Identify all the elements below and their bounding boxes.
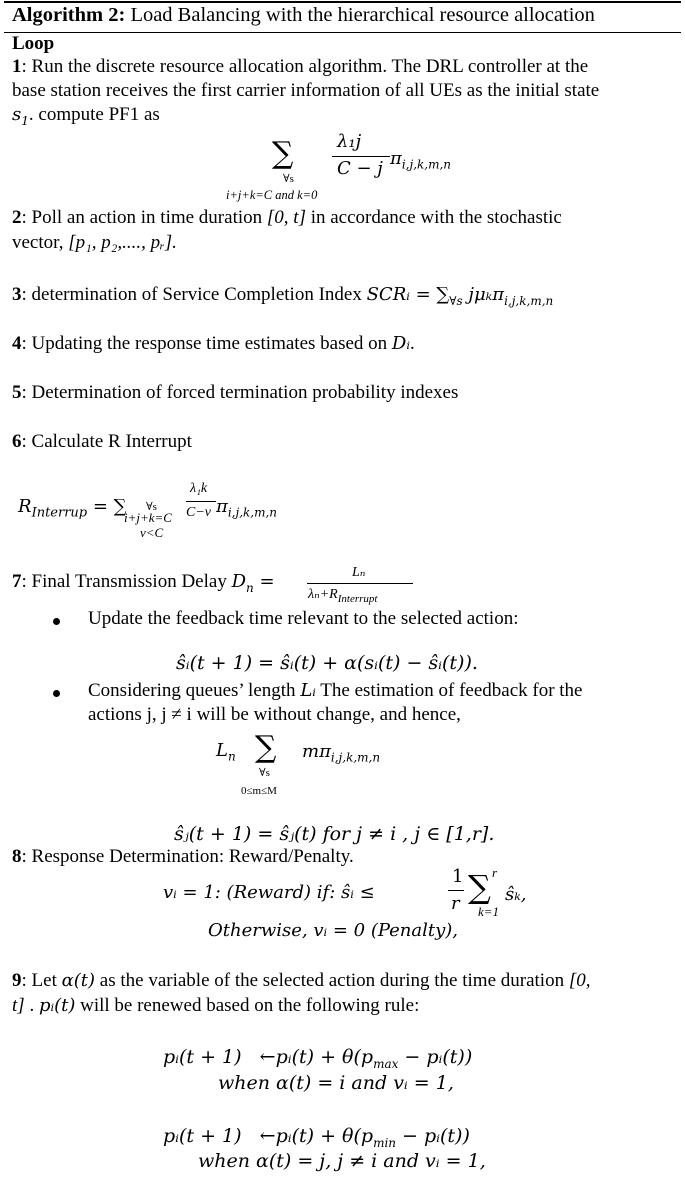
step9-text1a: : Let bbox=[21, 970, 62, 991]
bullet1-formula: ŝᵢ(t + 1) = ŝᵢ(t) + α(sᵢ(t) − ŝᵢ(t)). bbox=[176, 652, 478, 674]
pf1-under-sigma: ∀s bbox=[283, 173, 294, 185]
step7-frac-line bbox=[307, 583, 413, 584]
step3-formula-rest-sub: i,j,k,m,n bbox=[504, 293, 554, 308]
pf1-frac-line bbox=[332, 156, 390, 157]
step8-frac-line bbox=[448, 890, 464, 891]
step1-text3: . compute PF1 as bbox=[28, 104, 160, 125]
header-rule bbox=[4, 32, 681, 33]
step2-number: 2 bbox=[12, 207, 22, 228]
algorithm-label: Algorithm 2: bbox=[12, 4, 126, 26]
step8-sum-term: ŝₖ, bbox=[505, 884, 527, 905]
step6-text: : Calculate R Interrupt bbox=[21, 431, 192, 452]
step7-frac-den-text: λₙ+R bbox=[308, 587, 338, 602]
step9-line2 bbox=[12, 995, 419, 1017]
step7-line bbox=[12, 571, 275, 595]
step1-line3 bbox=[12, 104, 160, 128]
step2-line1 bbox=[12, 207, 562, 229]
pf1-under-sum: i+j+k=C and k=0 bbox=[226, 188, 318, 202]
s1-var: s bbox=[12, 104, 22, 125]
step9-text1b: as the variable of the selected action during the time duration bbox=[95, 970, 569, 991]
bullet2-line1 bbox=[88, 680, 583, 702]
step7-var: D bbox=[231, 571, 247, 592]
pf1-frac-den: C − j bbox=[337, 158, 383, 179]
step2-text1-rest: in accordance with the stochastic bbox=[305, 207, 562, 228]
step9-interval-open: [0, bbox=[568, 970, 591, 991]
bullet-dot-1 bbox=[53, 618, 60, 625]
rint-lhs-sub: Interrup bbox=[31, 505, 88, 521]
rule2-cond: when α(t) = j, j ≠ i and vᵢ = 1, bbox=[198, 1150, 486, 1172]
bullet2-text1b: The estimation of feedback for the bbox=[315, 680, 583, 701]
rint-pi: π bbox=[216, 496, 228, 517]
rint-sum-top: ∀s bbox=[146, 501, 157, 513]
step1-line1 bbox=[12, 56, 588, 78]
rule1-cond: when α(t) = i and vᵢ = 1, bbox=[218, 1072, 454, 1094]
step9-number: 9 bbox=[12, 970, 22, 991]
step2-text2: vector, bbox=[12, 232, 69, 253]
pf1-term bbox=[390, 148, 451, 172]
step8-sigma-top: r bbox=[492, 865, 498, 880]
step9-interval-close: t] bbox=[12, 995, 25, 1016]
step9-text2c: will be renewed based on the following rule: bbox=[75, 995, 420, 1016]
step8-line1: vᵢ = 1: (Reward) if: ŝᵢ ≤ bbox=[163, 882, 375, 903]
ln-sigma: ∑ bbox=[255, 730, 277, 765]
step9-line1 bbox=[12, 970, 590, 992]
rint-r: R bbox=[18, 496, 32, 517]
step7-eq: = bbox=[253, 571, 275, 592]
ln-lhs bbox=[216, 740, 236, 764]
rule2-rhs-sub: min bbox=[373, 1135, 397, 1150]
step9-text2b: . bbox=[24, 995, 39, 1016]
rule1-line1 bbox=[163, 1046, 472, 1071]
rule1-rhs: pᵢ(t) + θ(p bbox=[275, 1046, 374, 1068]
rint-eq: = ∑ bbox=[87, 496, 127, 517]
rule1-rhs-end: − pᵢ(t)) bbox=[398, 1046, 473, 1068]
rint-sum-bot: v<C bbox=[140, 525, 164, 540]
step7-var-sub: n bbox=[246, 580, 254, 595]
rule1-arrow: ← bbox=[259, 1046, 276, 1068]
rule2-rhs: pᵢ(t) + θ(p bbox=[275, 1125, 374, 1147]
step8-sigma-bot: k=1 bbox=[478, 904, 500, 919]
step4-number: 4 bbox=[12, 333, 22, 354]
step4-end: . bbox=[409, 333, 415, 354]
bullet1-text: Update the feedback time relevant to the selected action: bbox=[88, 608, 519, 629]
bullet-dot-2 bbox=[53, 690, 60, 697]
step7-frac-den-sub: Interrupt bbox=[337, 592, 378, 605]
ln-m-pi: mπ bbox=[302, 741, 331, 762]
sj-formula: ŝⱼ(t + 1) = ŝⱼ(t) for j ≠ i , j ∈ [1,r]. bbox=[174, 823, 495, 845]
step5-line bbox=[12, 382, 458, 404]
rule1-rhs-sub: max bbox=[373, 1056, 399, 1071]
step7-frac-num: Lₙ bbox=[352, 565, 366, 580]
step7-number: 7 bbox=[12, 571, 22, 592]
step2-text1: : Poll an action in time duration bbox=[21, 207, 267, 228]
rint-term bbox=[216, 496, 277, 520]
step6-line bbox=[12, 431, 192, 453]
step3-formula-rest: jμₖπ bbox=[462, 284, 505, 305]
step8-number: 8 bbox=[12, 846, 22, 867]
top-rule bbox=[4, 1, 681, 3]
bullet2-line2: actions j, j ≠ i will be without change, and hence, bbox=[88, 704, 461, 725]
step1-line2: base station receives the first carrier information of all UEs as the initial state bbox=[12, 80, 600, 101]
rint-frac-den: C−v bbox=[186, 505, 211, 520]
step7-text: : Final Transmission Delay bbox=[21, 571, 232, 592]
pf1-sigma: ∑ bbox=[272, 136, 294, 171]
step8-frac-den: r bbox=[451, 893, 460, 914]
step1-number: 1 bbox=[12, 56, 22, 77]
rule1-lhs: pᵢ(t + 1) bbox=[163, 1046, 242, 1068]
rint-term-sub: i,j,k,m,n bbox=[227, 505, 278, 520]
ln-under-sigma: ∀s bbox=[259, 767, 270, 779]
ln-term bbox=[302, 741, 380, 765]
algorithm-title bbox=[12, 4, 595, 27]
step8-line bbox=[12, 846, 354, 868]
step9-pi-t: pᵢ(t) bbox=[38, 995, 76, 1016]
rule2-line1 bbox=[163, 1125, 470, 1150]
step5-text: : Determination of forced termination probability indexes bbox=[21, 382, 459, 403]
step7-frac-den bbox=[308, 586, 377, 605]
step1-text1: : Run the discrete resource allocation algorithm. The DRL controller at the bbox=[21, 56, 589, 77]
step3-line bbox=[12, 284, 553, 308]
ln-under-sum: 0≤m≤M bbox=[241, 785, 277, 797]
step5-number: 5 bbox=[12, 382, 22, 403]
step2-interval: [0, t] bbox=[266, 207, 306, 228]
pf1-term-sub: i,j,k,m,n bbox=[401, 157, 452, 172]
step3-formula: SCRᵢ = ∑ bbox=[366, 284, 450, 305]
rint-lhs bbox=[18, 496, 127, 521]
rint-sum-mid: i+j+k=C bbox=[124, 510, 172, 525]
step4-text: : Updating the response time estimates based on bbox=[21, 333, 392, 354]
ln-l: L bbox=[216, 740, 228, 761]
rule2-lhs: pᵢ(t + 1) bbox=[163, 1125, 242, 1147]
step3-formula-sub: ∀s bbox=[449, 293, 463, 308]
bullet2-text1: Considering queues’ length bbox=[88, 680, 301, 701]
step3-text: : determination of Service Completion Index bbox=[21, 284, 367, 305]
algorithm-title-text: Load Balancing with the hierarchical resource allocation bbox=[125, 4, 595, 26]
step2-line2 bbox=[12, 232, 177, 254]
step8-sigma: ∑ bbox=[468, 868, 491, 906]
pf1-pi: π bbox=[390, 148, 402, 169]
s1-sub: 1 bbox=[21, 113, 29, 128]
ln-term-sub: i,j,k,m,n bbox=[330, 750, 381, 765]
bullet2-var: Lᵢ bbox=[300, 680, 316, 701]
rint-frac-line bbox=[186, 501, 216, 502]
rule2-arrow: ← bbox=[259, 1125, 276, 1147]
step6-number: 6 bbox=[12, 431, 22, 452]
step3-number: 3 bbox=[12, 284, 22, 305]
loop-label: Loop bbox=[12, 33, 55, 54]
step4-line bbox=[12, 333, 415, 355]
step4-var: Dᵢ bbox=[391, 333, 410, 354]
rule2-rhs-end: − pᵢ(t)) bbox=[396, 1125, 470, 1147]
ln-sub: n bbox=[227, 749, 236, 764]
step8-text: : Response Determination: Reward/Penalty. bbox=[21, 846, 354, 867]
rint-frac-num: λ₁k bbox=[190, 481, 208, 496]
step2-vector: [p₁, p₂,...., pᵣ]. bbox=[68, 232, 177, 253]
step9-alpha: α(t) bbox=[61, 970, 96, 991]
step8-frac-num: 1 bbox=[452, 866, 464, 887]
step8-line2: Otherwise, vᵢ = 0 (Penalty), bbox=[208, 920, 459, 941]
pf1-frac-num: λ₁j bbox=[337, 131, 362, 152]
